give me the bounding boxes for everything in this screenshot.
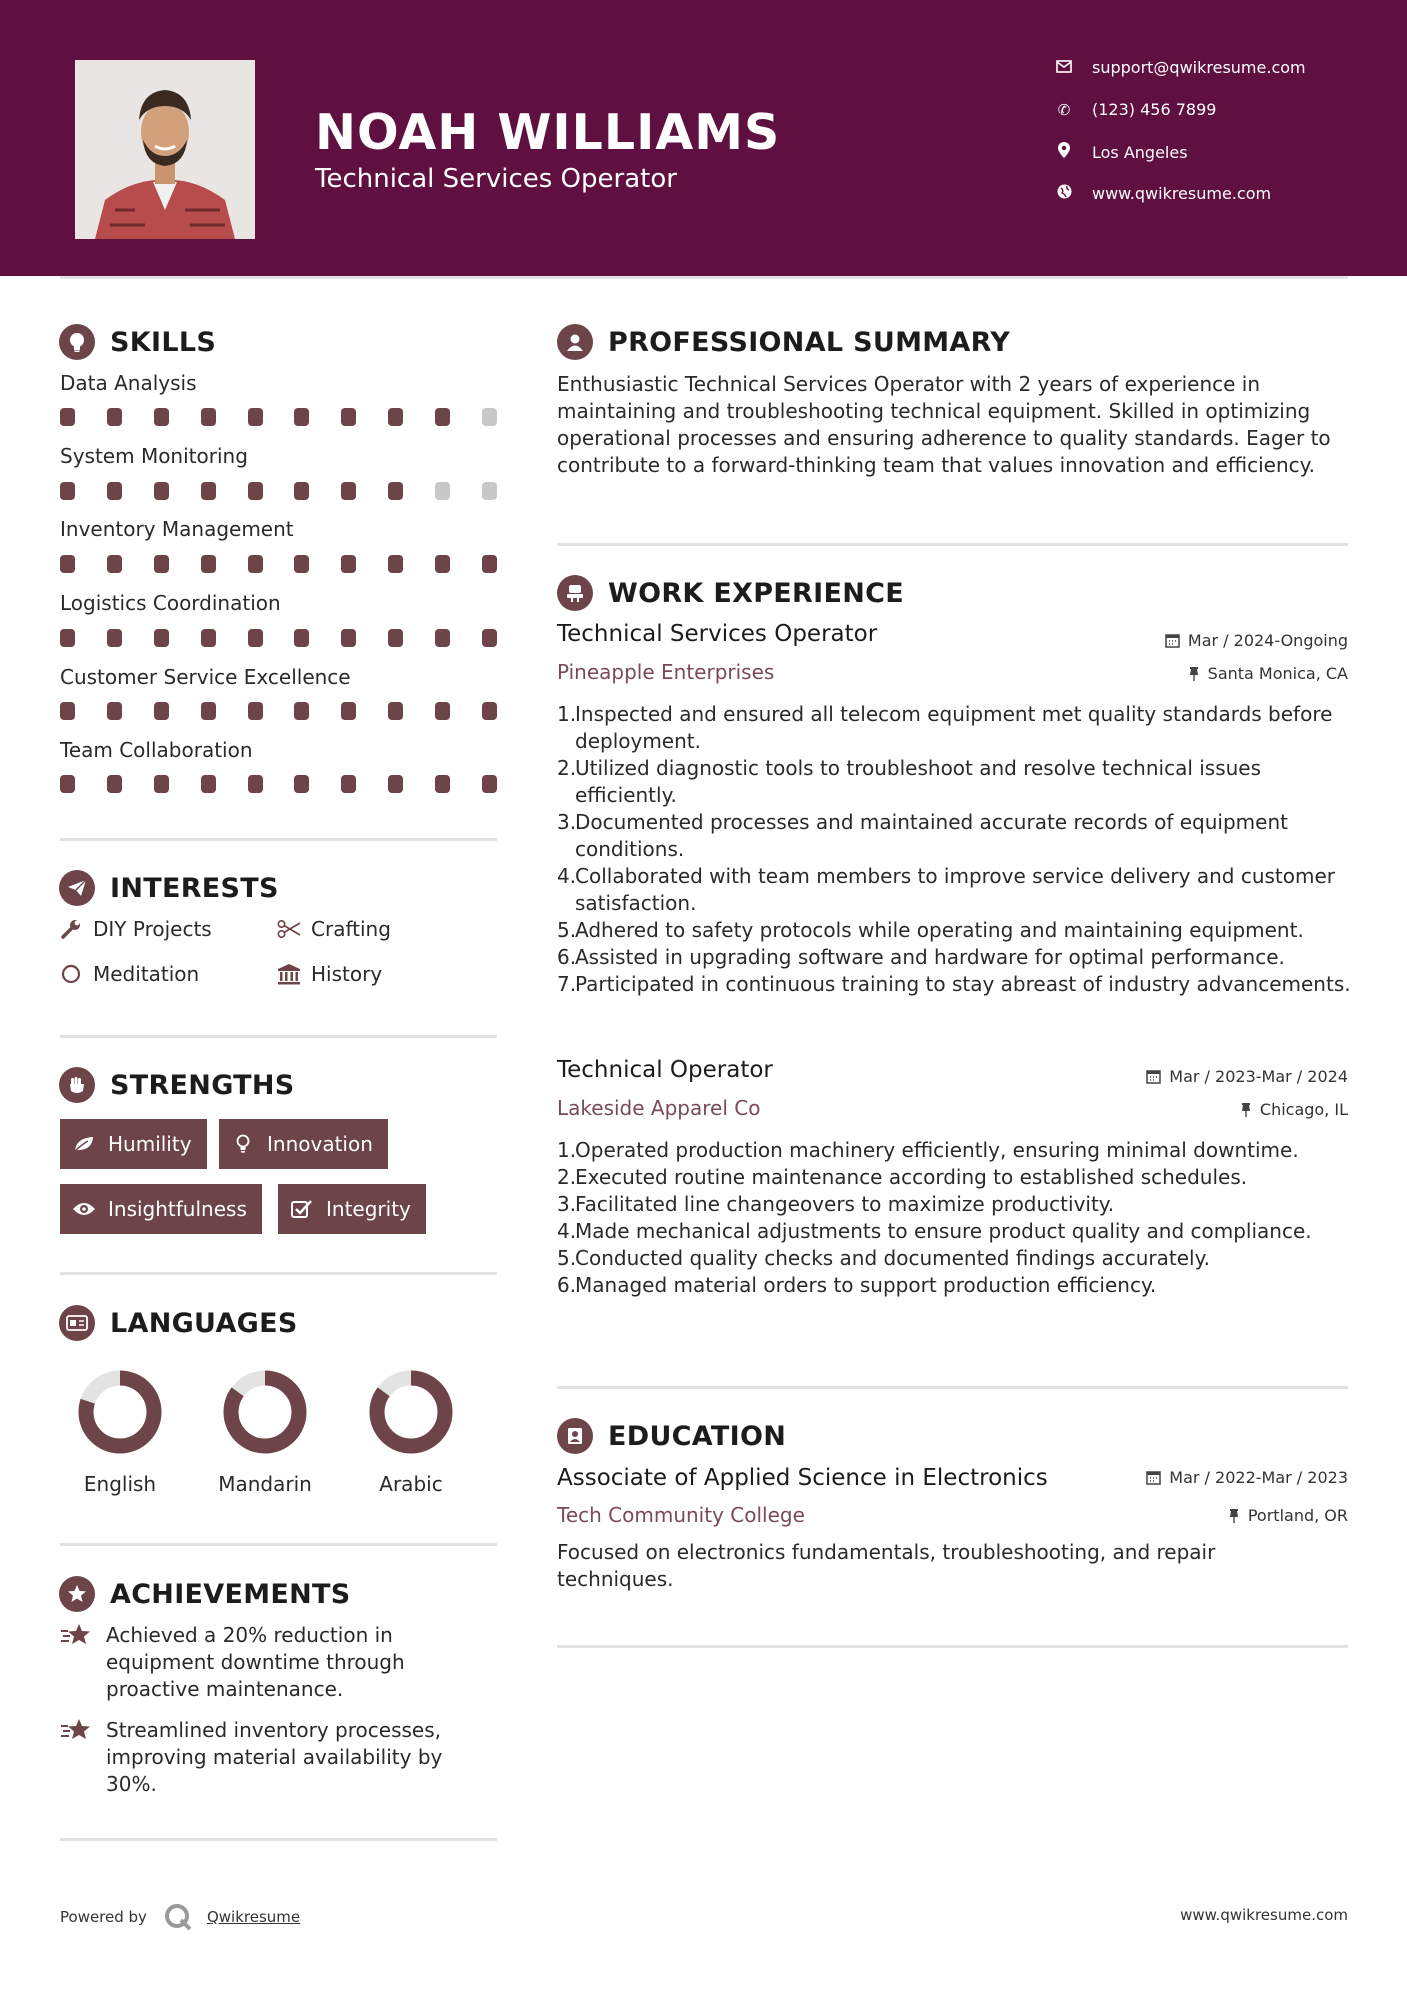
rating-dot-filled [60, 775, 75, 793]
candidate-title: Technical Services Operator [315, 164, 677, 194]
rating-dot-filled [248, 482, 263, 500]
bullet-text: Assisted in upgrading software and hardware for optimal performance. [575, 945, 1285, 969]
skills-heading [59, 324, 216, 360]
skill-name: Logistics Coordination [60, 591, 281, 615]
achievement-text: Achieved a 20% reduction in equipment downtime through proactive maintenance. [106, 1623, 405, 1701]
rating-dot-filled [435, 629, 450, 647]
rating-dot-filled [154, 775, 169, 793]
bullet-number: 6. [557, 1273, 577, 1297]
rating-dot-filled [388, 629, 403, 647]
job-location-text: Chicago, IL [1259, 1100, 1348, 1119]
job-bullet [557, 917, 1357, 944]
summary-text: Enthusiastic Technical Services Operator with 2 years of experience in maintaining and troubleshooting technical equipment. Skilled in optimizing operational processes and ensuring adherence to quality standards. Eager to contribute to a forward-thinking team that values innovation and efficiency. [557, 372, 1331, 477]
calendar-icon [1165, 633, 1180, 648]
rating-dot-filled [154, 702, 169, 720]
experience-heading [557, 575, 904, 611]
interest-item [277, 962, 382, 986]
pushpin-icon [1228, 1508, 1240, 1524]
job-bullet [557, 1137, 1357, 1164]
job-bullets [557, 1137, 1357, 1299]
job-date [1146, 1067, 1348, 1086]
strength-label: Innovation [267, 1132, 373, 1156]
bullet-number: 3. [557, 810, 577, 834]
language-label: Arabic [379, 1472, 443, 1496]
language-card-icon [59, 1305, 95, 1341]
scissors-icon [277, 920, 301, 938]
interest-item [59, 917, 212, 941]
rating-dot-filled [482, 702, 497, 720]
interest-label: History [311, 962, 383, 986]
section-divider [557, 543, 1348, 546]
summary-heading [557, 324, 1010, 360]
bullet-text: Adhered to safety protocols while operating and maintaining equipment. [575, 918, 1304, 942]
bullet-number: 7. [557, 972, 577, 996]
rating-dot-filled [154, 408, 169, 426]
interest-label: DIY Projects [93, 917, 212, 941]
bullet-text: Executed routine maintenance according to established schedules. [575, 1165, 1248, 1189]
language-donut [50, 1367, 190, 1457]
section-divider [60, 1272, 497, 1275]
achievements-title: ACHIEVEMENTS [110, 1578, 351, 1610]
language-gauge [195, 1367, 335, 1461]
calendar-icon [1146, 1470, 1161, 1485]
rating-dot-filled [248, 775, 263, 793]
rating-dot-empty [482, 408, 497, 426]
language-label: English [83, 1472, 157, 1496]
rating-dot-filled [294, 555, 309, 573]
rating-dot-filled [201, 408, 216, 426]
rating-dot-filled [294, 629, 309, 647]
job-bullets [557, 701, 1357, 998]
language-label: Mandarin [218, 1472, 312, 1496]
rating-dot-empty [482, 482, 497, 500]
rating-dot-filled [248, 555, 263, 573]
education-heading [557, 1418, 786, 1454]
lightbulb-icon [231, 1134, 255, 1154]
rating-dot-empty [435, 482, 450, 500]
skills-title: SKILLS [110, 326, 217, 358]
skill-name: Inventory Management [60, 517, 294, 541]
contact-website-text: www.qwikresume.com [1092, 184, 1272, 203]
rating-dot-filled [482, 629, 497, 647]
paper-plane-icon [59, 870, 95, 906]
contact-website[interactable] [1054, 184, 1271, 203]
bullet-text: Collaborated with team members to improve service delivery and customer satisfaction. [575, 864, 1335, 915]
job-date [1165, 631, 1348, 650]
strength-label: Integrity [326, 1197, 411, 1221]
graduate-icon [557, 1418, 593, 1454]
job-bullet [557, 971, 1357, 998]
degree-title: Associate of Applied Science in Electronics [557, 1465, 1048, 1491]
contact-email-text: support@qwikresume.com [1092, 58, 1306, 77]
rating-dot-filled [294, 702, 309, 720]
rating-dot-filled [341, 482, 356, 500]
job-bullet [557, 809, 1357, 863]
rating-dot-filled [201, 775, 216, 793]
achievements-heading [59, 1576, 351, 1612]
strength-label: Humility [108, 1132, 192, 1156]
lightbulb-icon [59, 324, 95, 360]
bullet-text: Made mechanical adjustments to ensure product quality and compliance. [575, 1219, 1312, 1243]
rating-dot-filled [248, 629, 263, 647]
strengths-title: STRENGTHS [110, 1069, 295, 1101]
rating-dot-filled [60, 629, 75, 647]
job-bullet [557, 1191, 1357, 1218]
languages-title: LANGUAGES [110, 1307, 298, 1339]
wrench-icon [59, 919, 83, 939]
contact-location-text: Los Angeles [1092, 142, 1188, 162]
job-title: Technical Operator [557, 1057, 773, 1083]
rating-dot-filled [201, 482, 216, 500]
rating-dot-filled [201, 555, 216, 573]
rating-dot-filled [341, 629, 356, 647]
phone-icon: ✆ [1057, 100, 1071, 119]
footer-url[interactable]: www.qwikresume.com [1180, 1906, 1348, 1924]
languages-heading [59, 1305, 298, 1341]
rating-dot-filled [107, 702, 122, 720]
contact-phone-text: (123) 456 7899 [1092, 100, 1217, 119]
bullet-text: Operated production machinery efficiently, ensuring minimal downtime. [575, 1138, 1299, 1162]
job-bullet [557, 755, 1357, 809]
rating-dot-filled [248, 702, 263, 720]
rating-dot-filled [435, 408, 450, 426]
star-icon [60, 1622, 94, 1703]
bullet-text: Conducted quality checks and documented findings accurately. [575, 1246, 1210, 1270]
interests-title: INTERESTS [110, 872, 279, 904]
summary-title: PROFESSIONAL SUMMARY [608, 326, 1011, 358]
job-bullet [557, 944, 1357, 971]
rating-dot-filled [154, 482, 169, 500]
skill-rating [60, 702, 497, 720]
achievement-item [60, 1717, 486, 1798]
strengths-heading [59, 1067, 295, 1103]
education-location [1228, 1506, 1348, 1525]
bullet-text: Utilized diagnostic tools to troubleshoot and resolve technical issues efficiently. [575, 756, 1262, 807]
bullet-number: 1. [557, 1138, 577, 1162]
skill-name: System Monitoring [60, 444, 248, 468]
footer-powered-by [60, 1902, 300, 1932]
interest-label: Meditation [93, 962, 200, 986]
job-bullet [557, 1218, 1357, 1245]
pushpin-icon [1240, 1102, 1252, 1118]
job-date-text: Mar / 2024-Ongoing [1187, 631, 1348, 650]
section-divider [557, 1386, 1348, 1389]
achievement-item [60, 1622, 486, 1703]
rating-dot-filled [201, 702, 216, 720]
company-name: Lakeside Apparel Co [557, 1096, 761, 1120]
candidate-name: NOAH WILLIAMS [315, 104, 781, 161]
globe-icon [1054, 184, 1074, 203]
education-date-text: Mar / 2022-Mar / 2023 [1169, 1468, 1348, 1487]
rating-dot-filled [435, 555, 450, 573]
job-bullet [557, 863, 1357, 917]
job-location-text: Santa Monica, CA [1207, 664, 1348, 683]
bullet-text: Facilitated line changeovers to maximize productivity. [575, 1192, 1115, 1216]
envelope-icon [1054, 59, 1074, 77]
rating-dot-filled [60, 702, 75, 720]
interest-label: Crafting [311, 917, 391, 941]
interests-heading [59, 870, 279, 906]
rating-dot-filled [341, 702, 356, 720]
strength-label: Insightfulness [108, 1197, 247, 1221]
rating-dot-filled [341, 555, 356, 573]
education-title: EDUCATION [608, 1420, 787, 1452]
contact-location [1054, 142, 1188, 162]
rating-dot-filled [435, 775, 450, 793]
rating-dot-filled [154, 555, 169, 573]
skill-rating [60, 482, 497, 500]
rating-dot-filled [60, 408, 75, 426]
header-divider [60, 276, 1348, 279]
rating-dot-filled [388, 555, 403, 573]
resume-header [0, 0, 1407, 276]
bullet-number: 1. [557, 702, 577, 726]
bullet-number: 5. [557, 918, 577, 942]
rating-dot-filled [388, 482, 403, 500]
leaf-icon [72, 1135, 96, 1153]
section-divider [60, 1035, 497, 1038]
rating-dot-filled [154, 629, 169, 647]
bullet-number: 6. [557, 945, 577, 969]
rating-dot-filled [341, 408, 356, 426]
job-date-text: Mar / 2023-Mar / 2024 [1169, 1067, 1348, 1086]
rating-dot-filled [107, 555, 122, 573]
bullet-text: Documented processes and maintained accurate records of equipment conditions. [575, 810, 1288, 861]
eye-icon [72, 1201, 96, 1217]
skill-rating [60, 555, 497, 573]
rating-dot-filled [341, 775, 356, 793]
rating-dot-filled [60, 555, 75, 573]
skill-rating [60, 408, 497, 426]
bullet-text: Inspected and ensured all telecom equipment met quality standards before deployment. [575, 702, 1333, 753]
rating-dot-filled [107, 482, 122, 500]
rating-dot-filled [60, 482, 75, 500]
strength-pill [60, 1184, 262, 1234]
language-donut [341, 1367, 481, 1457]
education-date [1146, 1468, 1348, 1487]
bullet-number: 4. [557, 864, 577, 888]
language-gauge [341, 1367, 481, 1461]
rating-dot-filled [294, 482, 309, 500]
education-description: Focused on electronics fundamentals, troubleshooting, and repair techniques. [557, 1540, 1216, 1591]
section-divider [557, 1645, 1348, 1648]
job-title: Technical Services Operator [557, 621, 878, 647]
skill-name: Data Analysis [60, 371, 197, 395]
achievement-text: Streamlined inventory processes, improving material availability by 30%. [106, 1718, 443, 1796]
experience-title: WORK EXPERIENCE [608, 577, 904, 609]
rating-dot-filled [201, 629, 216, 647]
education-location-text: Portland, OR [1247, 1506, 1348, 1525]
circle-icon [59, 964, 83, 984]
section-divider [60, 1838, 497, 1841]
job-bullet [557, 1164, 1357, 1191]
pushpin-icon [1188, 666, 1200, 682]
rating-dot-filled [482, 775, 497, 793]
strength-pill [60, 1119, 207, 1169]
powered-by-label: Powered by [60, 1908, 147, 1926]
user-icon [557, 324, 593, 360]
rating-dot-filled [294, 408, 309, 426]
job-bullet [557, 1245, 1357, 1272]
briefcase-icon [557, 575, 593, 611]
school-name: Tech Community College [557, 1503, 805, 1527]
bullet-number: 2. [557, 756, 577, 780]
skill-rating [60, 629, 497, 647]
bank-icon [277, 963, 301, 985]
skill-name: Customer Service Excellence [60, 665, 351, 689]
star-badge-icon [59, 1576, 95, 1612]
bullet-number: 3. [557, 1192, 577, 1216]
interest-item [277, 917, 391, 941]
rating-dot-filled [107, 629, 122, 647]
strength-pill [219, 1119, 388, 1169]
job-location [1240, 1100, 1348, 1119]
skill-rating [60, 775, 497, 793]
language-gauge [50, 1367, 190, 1461]
contact-email[interactable] [1054, 58, 1306, 77]
bullet-text: Participated in continuous training to stay abreast of industry advancements. [575, 972, 1351, 996]
profile-photo [75, 60, 255, 239]
contact-phone[interactable] [1054, 100, 1216, 119]
job-bullet [557, 701, 1357, 755]
rating-dot-filled [294, 775, 309, 793]
rating-dot-filled [388, 702, 403, 720]
section-divider [60, 838, 497, 841]
map-pin-icon [1054, 142, 1074, 162]
qwikresume-logo-icon [163, 1902, 193, 1932]
rating-dot-filled [482, 555, 497, 573]
rating-dot-filled [435, 702, 450, 720]
rating-dot-filled [248, 408, 263, 426]
rating-dot-filled [388, 775, 403, 793]
rating-dot-filled [388, 408, 403, 426]
rating-dot-filled [107, 408, 122, 426]
rating-dot-filled [107, 775, 122, 793]
job-location [1188, 664, 1348, 683]
bullet-number: 5. [557, 1246, 577, 1270]
calendar-icon [1146, 1069, 1161, 1084]
job-bullet [557, 1272, 1357, 1299]
language-donut [195, 1367, 335, 1457]
checkbox-icon [290, 1199, 314, 1219]
company-name: Pineapple Enterprises [557, 660, 775, 684]
star-icon [60, 1717, 94, 1798]
interest-item [59, 962, 199, 986]
fist-icon [59, 1067, 95, 1103]
qwikresume-link[interactable]: Qwikresume [206, 1908, 301, 1926]
bullet-number: 2. [557, 1165, 577, 1189]
bullet-number: 4. [557, 1219, 577, 1243]
strength-pill [278, 1184, 426, 1234]
bullet-text: Managed material orders to support production efficiency. [575, 1273, 1157, 1297]
section-divider [60, 1543, 497, 1546]
skill-name: Team Collaboration [60, 738, 253, 762]
